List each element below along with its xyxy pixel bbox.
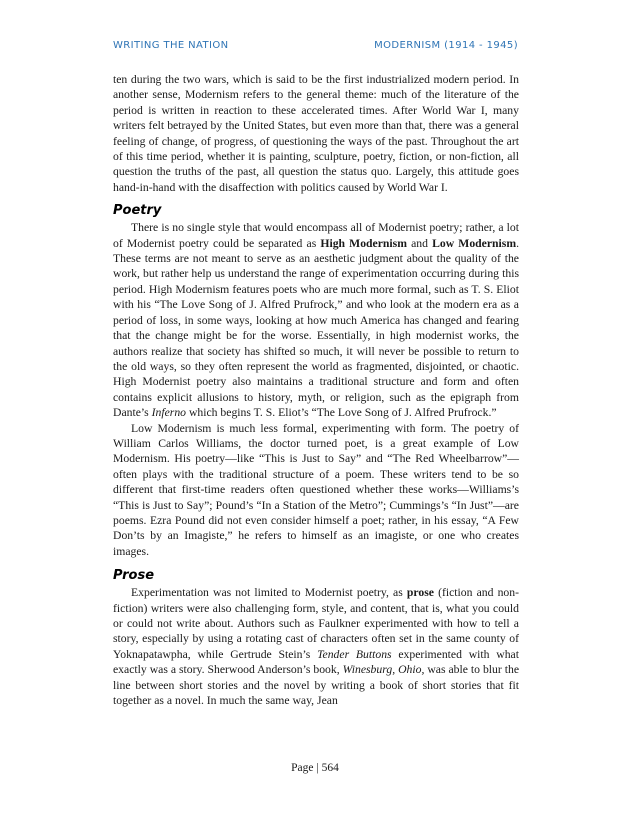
term-prose: prose xyxy=(406,586,434,600)
poetry-paragraph-1 xyxy=(113,220,519,420)
text-run: was able to blur the line between short stories and the novel by writing a book of short stories that fit together as a novel. In much the same way, Jean xyxy=(113,663,520,708)
text-run: experimented with what exactly was a story. Sherwood Anderson’s book, xyxy=(113,647,519,677)
title-tender-buttons: Tender Buttons xyxy=(317,647,392,661)
page-number: Page | 564 xyxy=(291,762,339,774)
text-run: (fiction and non-fiction) writers were also challenging form, style, and content, that is, what you could or could not write about. Authors such as Faulkner experimented with how to tell a story, especially by using a rotating cast of characters often set in the same county of Yoknapatawpha, while Gertrude Stein’s xyxy=(113,586,519,661)
term-high-modernism: High Modernism xyxy=(320,236,407,250)
term-low-modernism: Low Modernism xyxy=(432,236,517,250)
text-run: There is no single style that would encompass all of Modernist poetry; rather, a lot of Modernist poetry could be separated as xyxy=(113,221,519,250)
title-winesburg-ohio: Winesburg, Ohio, xyxy=(342,663,425,677)
header-chapter-title: MODERNISM (1914 - 1945) xyxy=(374,40,518,51)
prose-heading: Prose xyxy=(113,568,155,584)
body-text xyxy=(113,72,519,708)
title-inferno: Inferno xyxy=(151,406,187,420)
text-run: and xyxy=(406,236,433,250)
poetry-paragraph-2: Low Modernism is much less formal, experimenting with form. The poetry of William Carlos Williams, the doctor turned poet, is a great example of Low Modernism. His poetry—like “This is Just to Say” and “The Red Wheelbarrow”—often plays with the traditional structure of a poem. These writers tend to be so different that first-time readers often questioned whether these works—Williams’s “This is Just to Say”; Pound’s “In a Station of the Metro”; Cummings’s “In Just”—are poems. Ezra Pound did not even consider himself a poet; rather, in his essay, “A Few Don’ts by an Imagiste,” he refers to himself as an imagiste, or one who creates images. xyxy=(113,421,519,558)
poetry-heading: Poetry xyxy=(113,203,162,219)
text-run: which begins T. S. Eliot’s “The Love Song of J. Alfred Prufrock.” xyxy=(186,406,497,420)
prose-paragraph-1 xyxy=(113,585,519,708)
text-run: Experimentation was not limited to Modernist poetry, as xyxy=(131,586,407,600)
header-book-title: WRITING THE NATION xyxy=(113,40,229,51)
intro-paragraph: ten during the two wars, which is said to be the first industrialized modern period. In another sense, Modernism refers to the general theme: much of the literature of the period is written in reaction to these accelerated times. After World War I, many writers felt betrayed by the United States, but even more than that, there was a general feeling of change, of progress, of questioning the ways of the past. Throughout the art of this time period, whether it is painting, sculpture, poetry, fiction, or non-fiction, all question the truths of the past, all question the status quo. Largely, this attitude goes hand-in-hand with the disaffection with politics caused by World War I. xyxy=(113,73,519,194)
text-run: . These terms are not meant to serve as an aesthetic judgment about the quality of the work, but rather help us understand the range of experimentation occurring during this period. High Modernism features poets who are much more formal, such as T. S. Eliot with his “The Love Song of J. Alfred Prufrock,” and who look at the modern era as a period of loss, in some ways, looking at how much America has changed and fearing that the change might be for the worse. Essentially, in high modernist works, the authors realize that society has shifted so much, it will never be possible to return to the old ways, so they often represent the world as fragmented, disjointed, or chaotic. High Modernist poetry also maintains a traditional structure and form and often contains explicit allusions to history, myth, or religion, such as the epigraph from Dante’s xyxy=(113,236,520,420)
